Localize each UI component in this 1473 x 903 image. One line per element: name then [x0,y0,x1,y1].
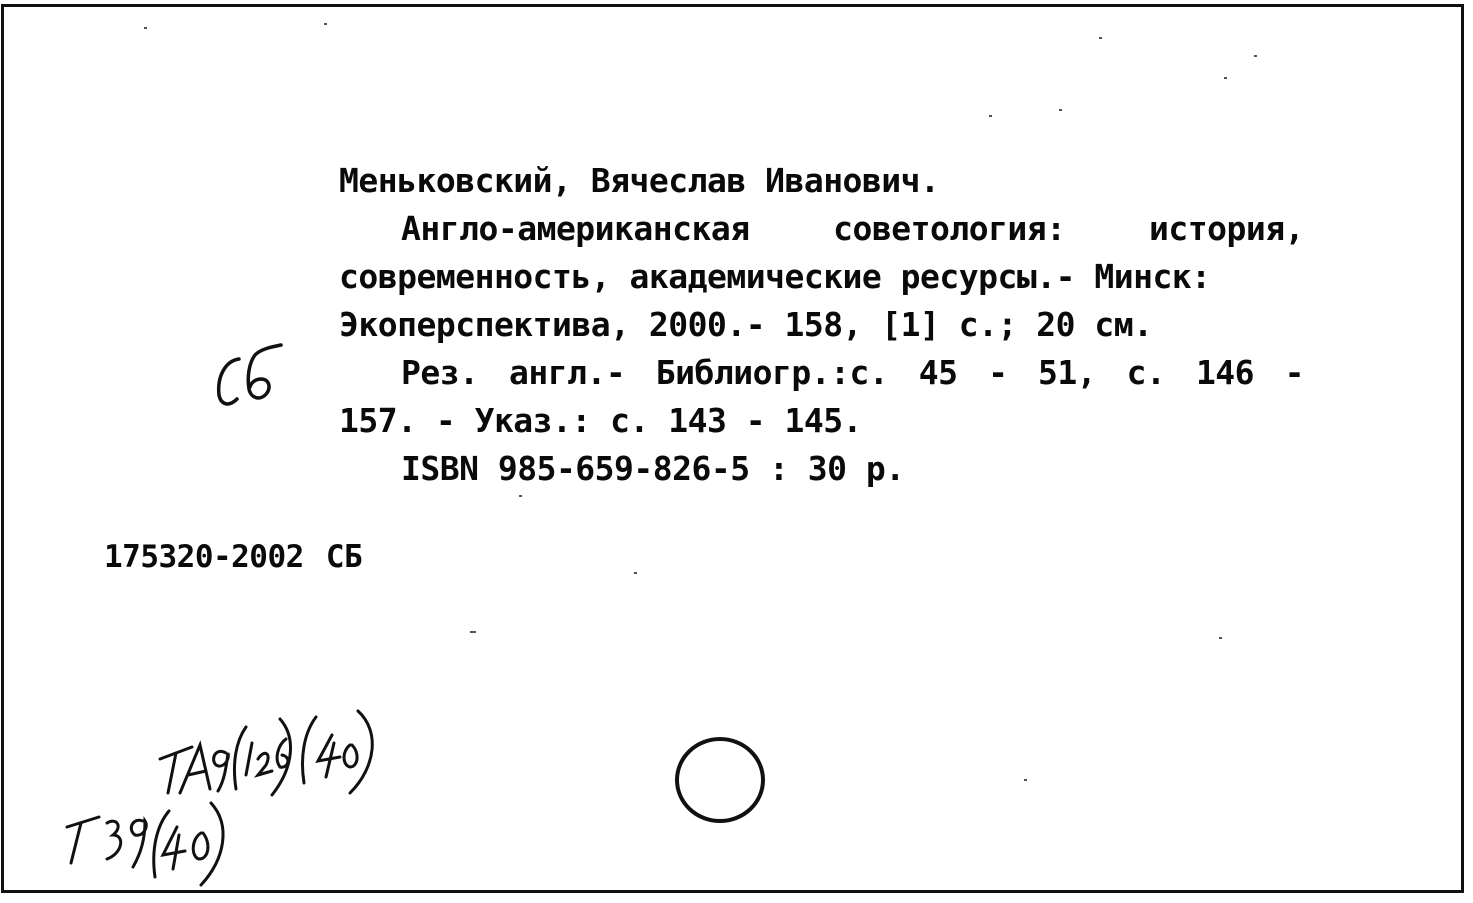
handwritten-margin-mark [209,337,289,417]
scan-speck [1224,77,1227,79]
accession-line [104,539,362,575]
bibliographic-entry [339,157,1319,493]
title-continuation-line: современность, академические ресурсы.- Минск: [339,257,1211,296]
accession-mark: СБ [325,539,363,575]
scan-speck [1254,55,1257,57]
note-word: - [988,353,1008,392]
imprint-line: Экоперспектива, 2000.- 158, [1] с.; 20 см. [339,305,1153,344]
handwritten-shelf-mark-line1 [154,697,394,807]
accession-number: 175320-2002 [104,539,304,575]
isbn-line: ISBN 985-659-826-5 : 30 р. [401,449,905,488]
note-word: Библиогр.:с. [655,353,889,392]
scan-speck [519,495,522,497]
scan-speck [634,572,637,574]
note-word: англ.- [509,353,626,392]
scan-speck [1059,109,1062,111]
punch-hole-circle [670,732,770,832]
title-word: советология: [833,209,1066,248]
note-word: Рез. [401,353,479,392]
scan-speck [1024,779,1027,781]
handwritten-shelf-mark-line2 [59,797,249,892]
title-line [339,205,1304,253]
scan-speck [144,27,147,29]
catalog-card [1,4,1464,893]
scan-speck [1099,37,1102,39]
note-word: с. [1126,353,1166,392]
index-pages-line: 157. - Указ.: с. 143 - 145. [339,401,862,440]
scan-speck [470,631,476,633]
scan-speck [989,115,992,117]
title-word: история, [1149,209,1304,248]
notes-line [339,349,1304,397]
title-word: Англо-американская [401,209,750,248]
note-word: 45 [918,353,958,392]
note-word: 146 [1195,353,1255,392]
scan-speck [324,23,327,25]
author-line: Меньковский, Вячеслав Иванович. [339,161,940,200]
scan-speck [1219,637,1222,639]
note-word: 51, [1037,353,1097,392]
note-word: - [1284,353,1304,392]
